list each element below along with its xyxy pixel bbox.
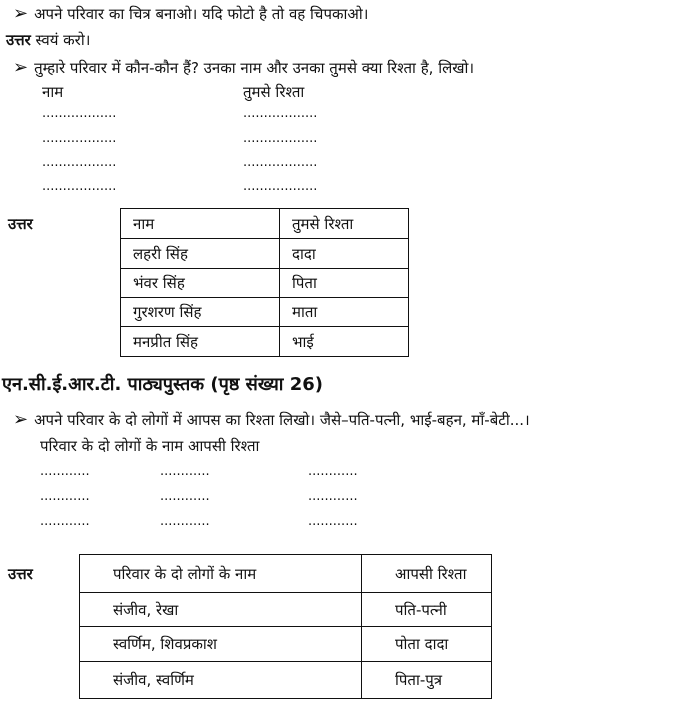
arrow-bullet-icon: ➢ xyxy=(13,57,29,78)
item-1-text: अपने परिवार का चित्र बनाओ। यदि फोटो है तो वह चिपकाओ। xyxy=(34,5,369,23)
item-3-subheader: परिवार के दो लोगों के नाम आपसी रिश्ता xyxy=(40,437,260,455)
table-cell: पिता xyxy=(280,269,409,298)
relations-table xyxy=(79,554,492,699)
table-header-row xyxy=(121,209,409,239)
table-row xyxy=(80,627,492,662)
item-1 xyxy=(13,3,368,24)
item-3-text: अपने परिवार के दो लोगों में आपस का रिश्ता लिखो। जैसे–पति-पत्नी, भाई-बहन, माँ-बेटी...। xyxy=(34,411,530,429)
blank-line: ............ xyxy=(40,514,90,529)
table-cell: संजीव, स्वर्णिम xyxy=(80,662,362,699)
blank-line: .................. xyxy=(243,155,318,170)
blank-line: ............ xyxy=(40,464,90,479)
arrow-bullet-icon: ➢ xyxy=(13,409,29,430)
arrow-bullet-icon: ➢ xyxy=(13,3,29,24)
table-row xyxy=(121,327,409,357)
table-cell: संजीव, रेखा xyxy=(80,593,362,627)
table-header-row xyxy=(80,555,492,593)
blank-line: .................. xyxy=(243,179,318,194)
table-cell: भाई xyxy=(280,327,409,357)
blank-line: .................. xyxy=(42,155,117,170)
table-cell: पोता दादा xyxy=(362,627,492,662)
col1-header: नाम xyxy=(42,83,64,101)
table-cell: पिता-पुत्र xyxy=(362,662,492,699)
table-cell: मनप्रीत सिंह xyxy=(121,327,280,357)
table-row xyxy=(80,593,492,627)
table-cell: लहरी सिंह xyxy=(121,239,280,269)
item-2-text: तुम्हारे परिवार में कौन-कौन हैं? उनका नाम और उनका तुमसे क्या रिश्ता है, लिखो। xyxy=(34,59,475,77)
blank-line: ............ xyxy=(308,514,358,529)
table-header-cell: आपसी रिश्ता xyxy=(362,555,492,593)
table-row xyxy=(121,298,409,327)
answer-label-3: उत्तर xyxy=(8,565,33,583)
item-3 xyxy=(13,409,530,430)
answer-1 xyxy=(6,30,90,50)
answer-text: स्वयं करो। xyxy=(35,31,91,49)
table-row xyxy=(121,269,409,298)
blank-line: ............ xyxy=(160,514,210,529)
table-cell: माता xyxy=(280,298,409,327)
family-table xyxy=(120,208,409,357)
answer-label: उत्तर xyxy=(6,31,31,49)
table-row xyxy=(80,662,492,699)
blank-line: ............ xyxy=(40,489,90,504)
table-cell: पति-पत्नी xyxy=(362,593,492,627)
blank-line: ............ xyxy=(308,464,358,479)
blank-line: ............ xyxy=(308,489,358,504)
table-row xyxy=(121,239,409,269)
blank-line: .................. xyxy=(42,131,117,146)
answer-label-2: उत्तर xyxy=(8,215,33,233)
table-cell: गुरशरण सिंह xyxy=(121,298,280,327)
section-heading: एन.सी.ई.आर.टी. पाठ्यपुस्तक (पृष्ठ संख्या 26) xyxy=(2,374,324,395)
blank-line: .................. xyxy=(243,131,318,146)
table-cell: भंवर सिंह xyxy=(121,269,280,298)
table-header-cell: तुमसे रिश्ता xyxy=(280,209,409,239)
blank-line: ............ xyxy=(160,489,210,504)
table-cell: दादा xyxy=(280,239,409,269)
item-2 xyxy=(13,57,474,78)
blank-line: .................. xyxy=(42,179,117,194)
col2-header: तुमसे रिश्ता xyxy=(243,83,305,101)
table-header-cell: परिवार के दो लोगों के नाम xyxy=(80,555,362,593)
blank-line: ............ xyxy=(160,464,210,479)
blank-line: .................. xyxy=(243,106,318,121)
table-header-cell: नाम xyxy=(121,209,280,239)
blank-line: .................. xyxy=(42,106,117,121)
table-cell: स्वर्णिम, शिवप्रकाश xyxy=(80,627,362,662)
